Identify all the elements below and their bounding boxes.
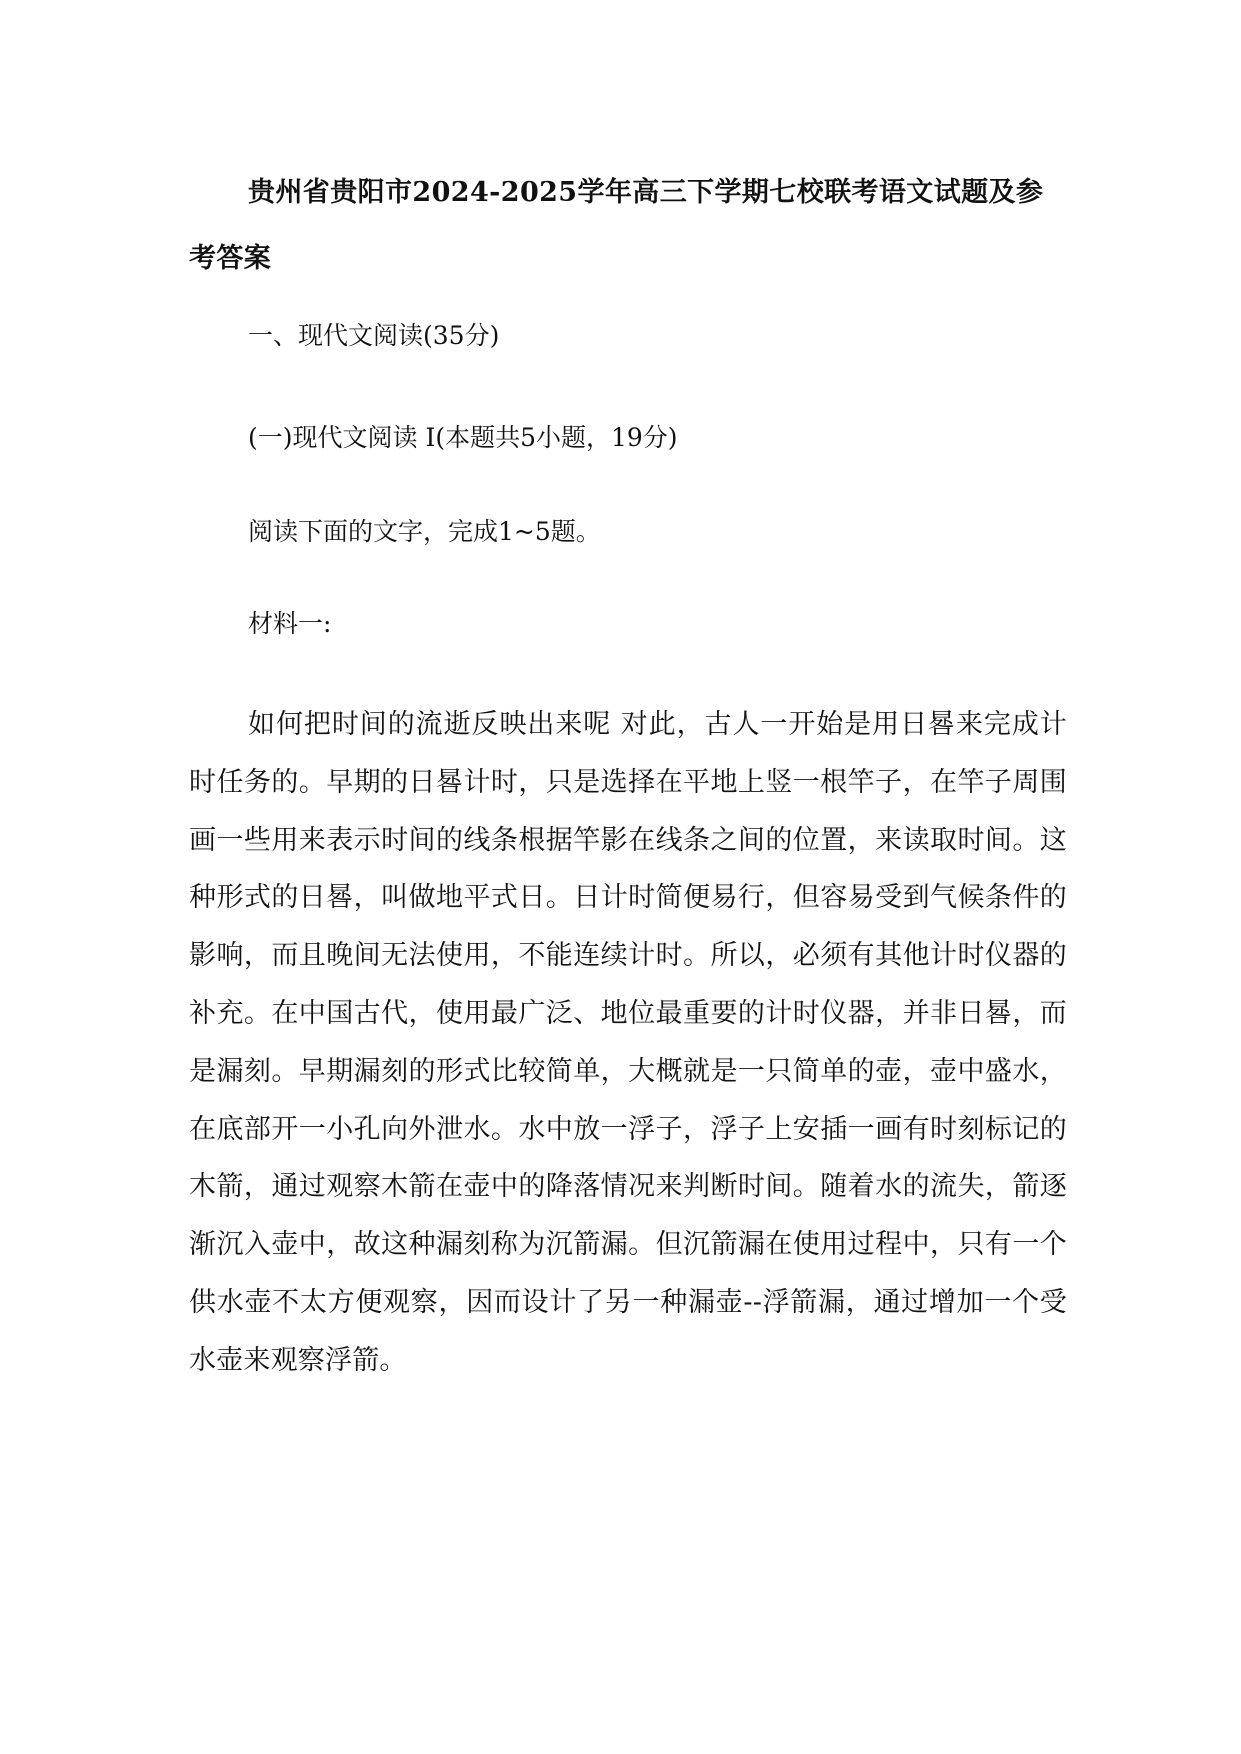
document-title: 贵州省贵阳市2024-2025学年高三下学期七校联考语文试题及参考答案	[189, 177, 1044, 274]
material-label: 材料一:	[248, 609, 332, 638]
instruction-text: 阅读下面的文字，完成1~5题。	[248, 517, 601, 546]
section-heading: 一、现代文阅读(35分)	[248, 321, 500, 350]
subsection-heading: (一)现代文阅读 I(本题共5小题，19分)	[248, 423, 678, 452]
material-paragraph: 如何把时间的流逝反映出来呢 对此，古人一开始是用日晷来完成计时任务的。早期的日晷计时，只是选择在平地上竖一根竿子，在竿子周围画一些用来表示时间的线条根据竿影在线条之间的位置，来读取时间。这种形式的日晷，叫做地平式日。日计时简便易行，但容易受到气候条件的影响，而且晚间无法使用，不能连续计时。所以，必须有其他计时仪器的补充。在中国古代，使用最广泛、地位最重要的计时仪器，并非日晷，而是漏刻。早期漏刻的形式比较简单，大概就是一只简单的壶，壶中盛水，在底部开一小孔向外泄水。水中放一浮子，浮子上安插一画有时刻标记的木箭，通过观察木箭在壶中的降落情况来判断时间。随着水的流失，箭逐渐沉入壶中，故这种漏刻称为沉箭漏。但沉箭漏在使用过程中，只有一个供水壶不太方便观察，因而设计了另一种漏壶--浮箭漏，通过增加一个受水壶来观察浮箭。	[189, 709, 1067, 1376]
